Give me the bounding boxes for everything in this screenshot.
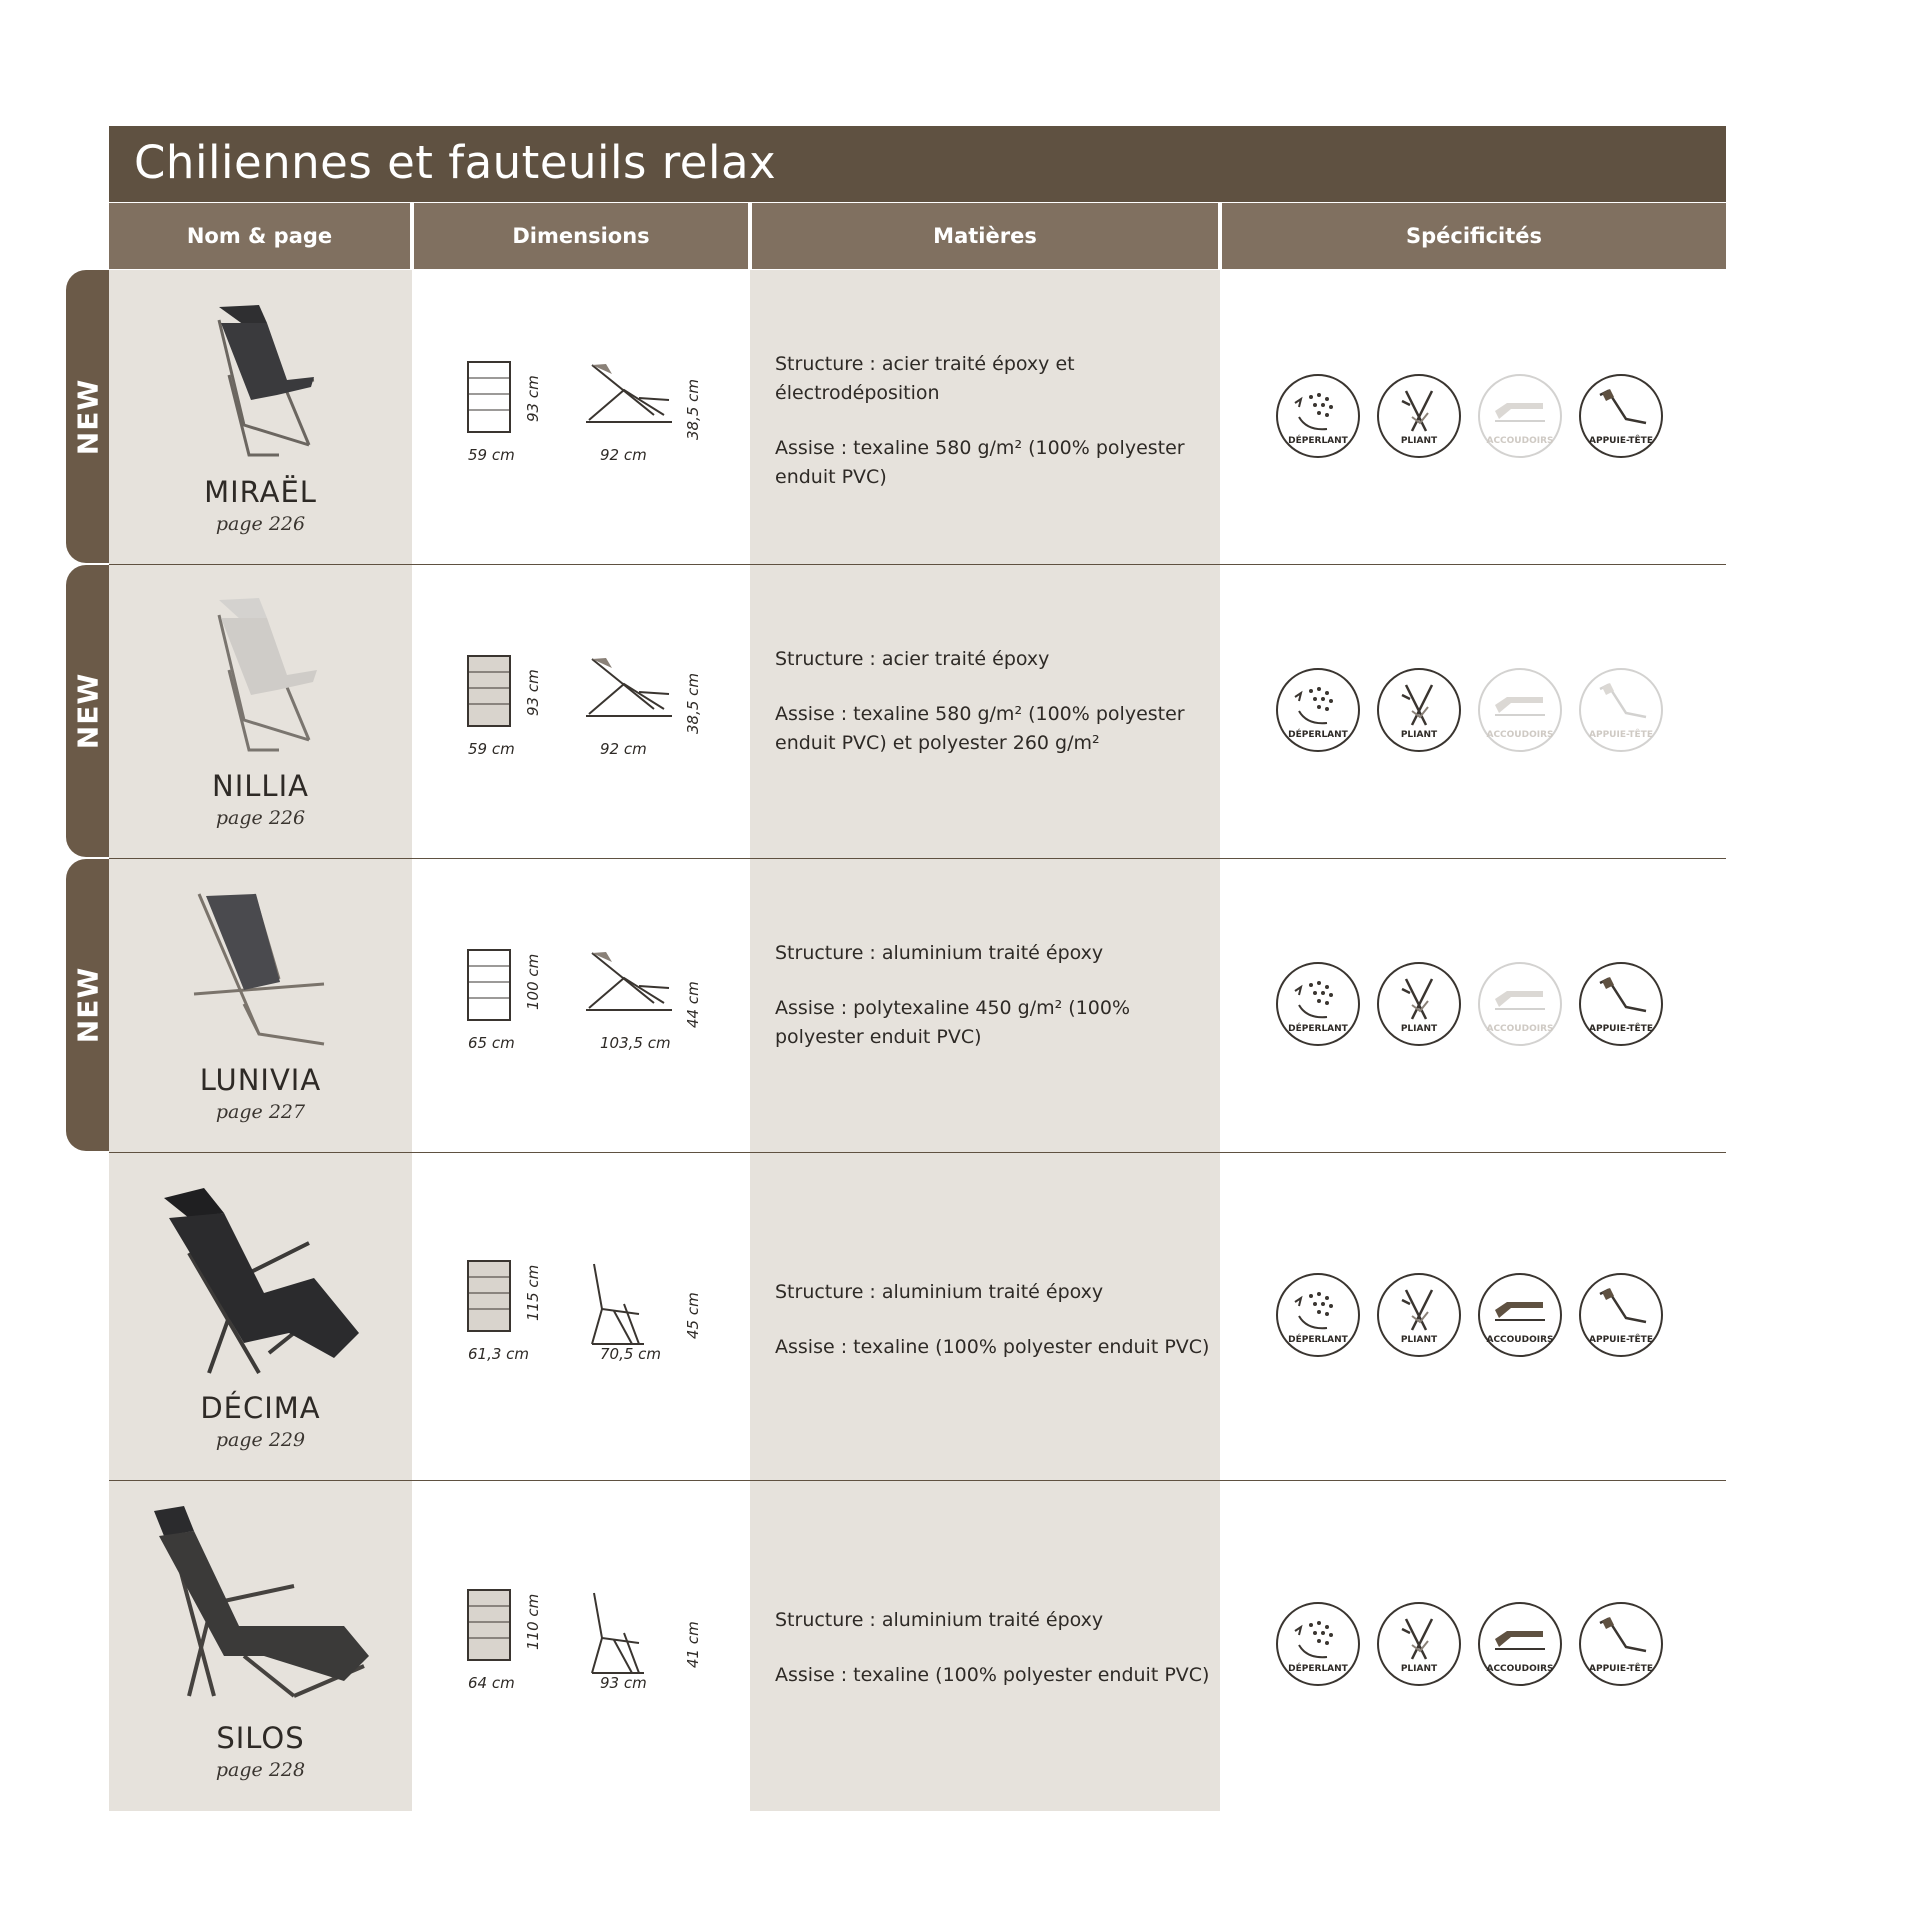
material-line: Structure : aluminium traité époxy [775,942,1104,964]
product-name: NILLIA [212,769,309,803]
spec-label: ACCOUDOIRS [1486,1664,1554,1674]
spec-label: ACCOUDOIRS [1486,1024,1554,1034]
open-depth-label: 93 cm [600,1674,647,1692]
spec-appuie-tete-icon [1578,373,1664,459]
product-page: page 228 [215,1759,306,1781]
open-diagram [584,948,674,1023]
dimensions-cell [412,270,750,565]
table-title: Chiliennes et fauteuils relax [134,136,777,189]
materials-cell [750,859,1220,1153]
folded-diagram [464,652,514,737]
spec-appuie-tete-icon [1578,1601,1664,1687]
material-line: Structure : aluminium traité époxy [775,1281,1104,1303]
spec-label: PLIANT [1400,1024,1438,1034]
open-depth-label: 92 cm [600,445,647,464]
product-row [0,270,1920,565]
table-title-bar [109,126,1726,202]
product-page: page 227 [215,1101,306,1123]
materials-text [775,1278,1220,1362]
materials-cell [750,565,1220,859]
folded-height-label: 93 cm [524,669,542,716]
open-height-label: 38,5 cm [684,378,702,440]
spec-label: APPUIE-TÊTE [1589,1664,1653,1674]
product-row [0,1153,1920,1481]
folded-diagram [464,1586,514,1671]
folded-diagram [464,358,514,443]
spec-accoudoirs-icon [1477,373,1563,459]
open-depth-label: 103,5 cm [600,1034,671,1052]
product-row [0,859,1920,1153]
specs-cell [1220,270,1726,565]
materials-text [775,350,1220,492]
spec-deperlant-icon [1275,667,1361,753]
spec-pliant-icon [1376,1601,1462,1687]
product-row [0,1481,1920,1811]
product-name: SILOS [216,1721,305,1755]
folded-width-label: 64 cm [468,1674,515,1692]
specs-cell [1220,859,1726,1153]
folded-height-label: 100 cm [524,953,542,1010]
product-page: page 226 [215,807,306,829]
product-photo [149,1183,369,1388]
spec-label: PLIANT [1400,1335,1438,1345]
open-diagram [584,654,674,729]
folded-height-label: 115 cm [524,1264,542,1321]
spec-appuie-tete-icon [1578,667,1664,753]
spec-label: DÉPERLANT [1288,1335,1348,1345]
spec-appuie-tete-icon [1578,1272,1664,1358]
materials-text [775,1606,1220,1690]
spec-deperlant-icon [1275,1601,1361,1687]
open-height-label: 44 cm [684,981,702,1028]
open-height-label: 45 cm [684,1292,702,1339]
spec-accoudoirs-icon [1477,961,1563,1047]
header-name-page: Nom & page [109,203,410,269]
spec-label: APPUIE-TÊTE [1589,435,1653,446]
product-row [0,565,1920,859]
spec-deperlant-icon [1275,1272,1361,1358]
spec-deperlant-icon [1275,373,1361,459]
new-badge-label: NEW [71,966,104,1044]
materials-text [775,645,1220,758]
spec-label: PLIANT [1400,1664,1438,1674]
material-line: Assise : polytexaline 450 g/m² (100% polyester enduit PVC) [775,997,1131,1048]
product-page: page 226 [215,513,306,535]
specs-cell [1220,1481,1726,1811]
folded-width-label: 61,3 cm [468,1345,530,1363]
spec-label: APPUIE-TÊTE [1589,1024,1653,1034]
spec-label: DÉPERLANT [1288,1024,1348,1034]
header-materials: Matières [752,203,1218,269]
open-diagram [584,1259,664,1354]
open-height-label: 38,5 cm [684,672,702,734]
header-specs: Spécificités [1222,203,1726,269]
open-depth-label: 92 cm [600,740,647,758]
name-cell [109,1481,412,1811]
specs-cell [1220,565,1726,859]
spec-pliant-icon [1376,667,1462,753]
spec-label: DÉPERLANT [1288,435,1348,446]
specs-cell [1220,1153,1726,1481]
spec-appuie-tete-icon [1578,961,1664,1047]
open-depth-label: 70,5 cm [600,1345,662,1363]
material-line: Structure : aluminium traité époxy [775,1609,1104,1631]
spec-pliant-icon [1376,373,1462,459]
dimensions-cell [412,859,750,1153]
spec-label: APPUIE-TÊTE [1589,1335,1653,1345]
product-photo [184,884,334,1059]
spec-label: DÉPERLANT [1288,1664,1348,1674]
dimensions-cell [412,1481,750,1811]
spec-deperlant-icon [1275,961,1361,1047]
product-photo [189,295,329,470]
material-line: Assise : texaline 580 g/m² (100% polyester enduit PVC) [775,437,1185,488]
materials-cell [750,270,1220,565]
spec-label: APPUIE-TÊTE [1589,730,1653,740]
material-line: Assise : texaline (100% polyester enduit PVC) [775,1664,1210,1686]
materials-cell [750,1153,1220,1481]
folded-width-label: 59 cm [468,740,515,758]
spec-pliant-icon [1376,1272,1462,1358]
spec-pliant-icon [1376,961,1462,1047]
dimensions-cell [412,565,750,859]
folded-width-label: 59 cm [468,445,515,464]
folded-height-label: 110 cm [524,1593,542,1650]
dimensions-cell [412,1153,750,1481]
new-badge-label: NEW [71,672,104,750]
spec-label: PLIANT [1400,730,1438,740]
product-photo [144,1506,374,1711]
product-name: LUNIVIA [199,1063,322,1097]
header-dimensions: Dimensions [414,203,748,269]
materials-cell [750,1481,1220,1811]
material-line: Structure : acier traité époxy [775,648,1050,670]
new-badge [66,270,109,563]
spec-label: ACCOUDOIRS [1486,435,1554,446]
name-cell [109,859,412,1153]
folded-diagram [464,946,514,1031]
folded-height-label: 93 cm [524,374,542,422]
open-height-label: 41 cm [684,1621,702,1668]
product-page: page 229 [215,1429,306,1451]
spec-label: ACCOUDOIRS [1486,1335,1554,1345]
name-cell [109,270,412,565]
spec-accoudoirs-icon [1477,1272,1563,1358]
folded-width-label: 65 cm [468,1034,515,1052]
material-line: Structure : acier traité époxy et électrodéposition [775,353,1075,404]
material-line: Assise : texaline (100% polyester enduit PVC) [775,1336,1210,1358]
folded-diagram [464,1257,514,1342]
name-cell [109,565,412,859]
product-name: DÉCIMA [200,1391,321,1425]
spec-accoudoirs-icon [1477,667,1563,753]
new-badge-label: NEW [71,378,104,455]
spec-label: ACCOUDOIRS [1486,730,1554,740]
spec-accoudoirs-icon [1477,1601,1563,1687]
open-diagram [584,1588,664,1683]
new-badge [66,565,109,857]
spec-label: DÉPERLANT [1288,730,1348,740]
materials-text [775,939,1220,1052]
product-photo [189,590,329,765]
open-diagram [584,360,674,435]
name-cell [109,1153,412,1481]
new-badge [66,859,109,1151]
spec-label: PLIANT [1400,435,1438,446]
product-name: MIRAËL [204,475,317,509]
material-line: Assise : texaline 580 g/m² (100% polyester enduit PVC) et polyester 260 g/m² [775,703,1185,754]
